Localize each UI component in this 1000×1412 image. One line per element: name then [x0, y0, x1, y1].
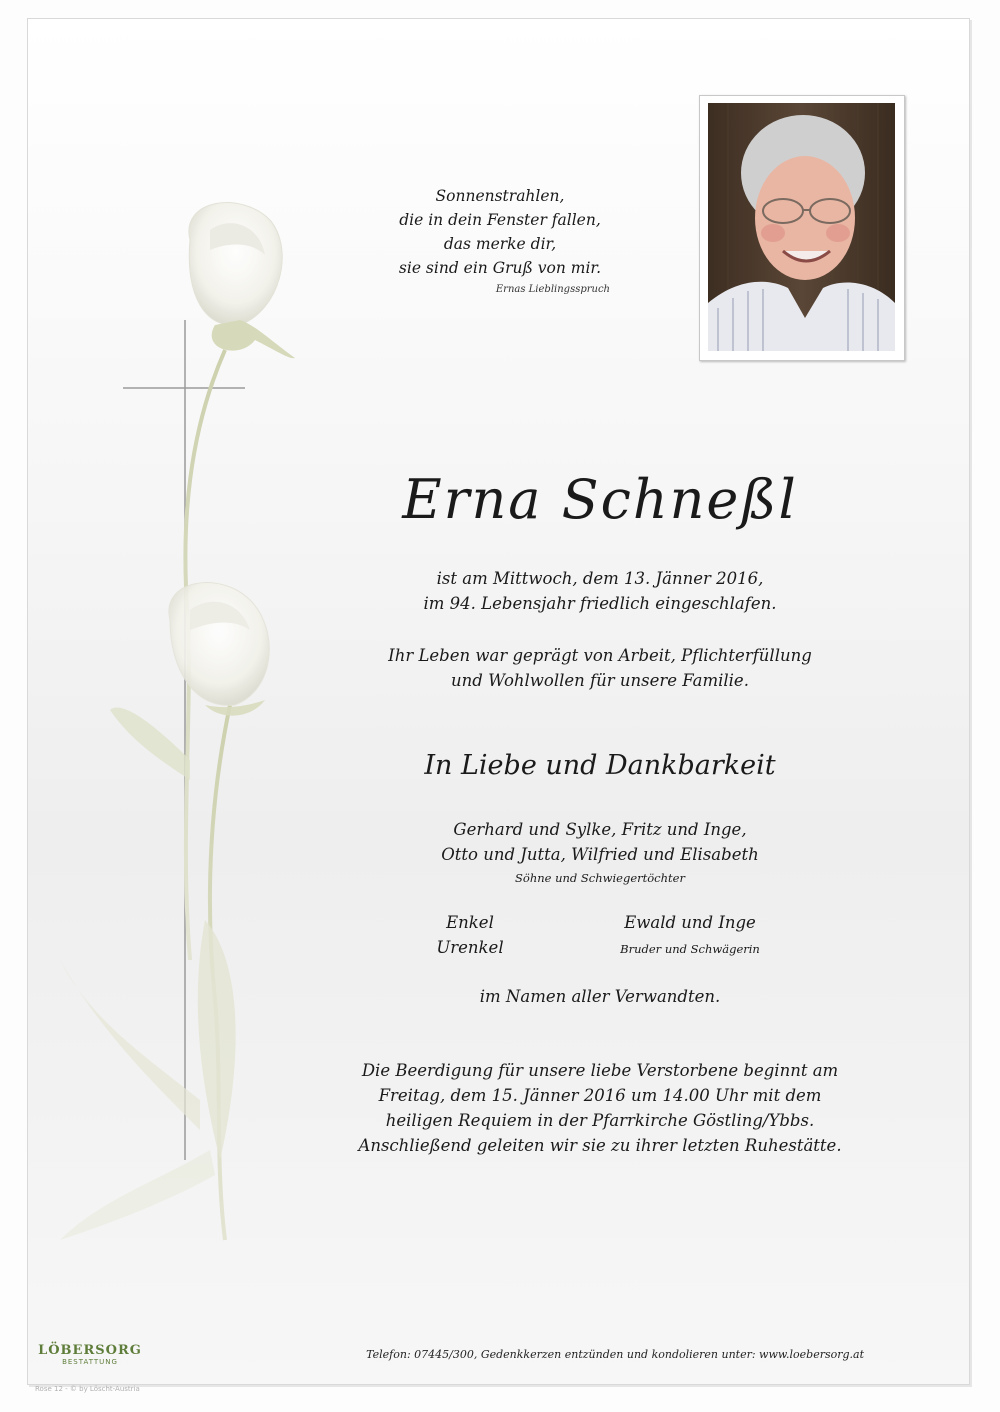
- funeral-line: heiligen Requiem in der Pfarrkirche Göstling/Ybbs.: [385, 1111, 815, 1130]
- poem-line: das merke dir,: [443, 235, 557, 253]
- death-notice: [300, 566, 900, 616]
- siblings: Ewald und Inge: [624, 913, 756, 932]
- sons-role: Söhne und Schwiegertöchter: [515, 871, 685, 885]
- company-logo: [35, 1343, 145, 1366]
- tribute-line: und Wohlwollen für unsere Familie.: [451, 671, 749, 690]
- contact-line: Telefon: 07445/300, Gedenkkerzen entzünden und kondolieren unter: www.loebersorg.at: [366, 1348, 864, 1361]
- image-credit: Rose 12 - © by Löscht-Austria: [35, 1385, 140, 1393]
- poem-line: sie sind ein Gruß von mir.: [398, 259, 602, 277]
- logo-subtitle: BESTATTUNG: [62, 1358, 118, 1366]
- grandchildren-block: [390, 910, 550, 960]
- great-grandchildren: Urenkel: [436, 938, 504, 957]
- funeral-line: Die Beerdigung für unsere liebe Verstorbene beginnt am: [361, 1061, 839, 1080]
- grandchildren: Enkel: [446, 913, 494, 932]
- portrait-photo: [699, 95, 905, 361]
- upper-rose: [189, 203, 295, 359]
- death-date-line: ist am Mittwoch, dem 13. Jänner 2016,: [436, 569, 764, 588]
- poem-line: Sonnenstrahlen,: [435, 187, 565, 205]
- funeral-line: Freitag, dem 15. Jänner 2016 um 14.00 Uhr mit dem: [378, 1086, 822, 1105]
- age-line: im 94. Lebensjahr friedlich eingeschlafen.: [423, 594, 777, 613]
- mourners-heading: In Liebe und Dankbarkeit: [424, 750, 776, 781]
- funeral-line: Anschließend geleiten wir sie zu ihrer letzten Ruhestätte.: [358, 1136, 842, 1155]
- poem: [300, 184, 700, 280]
- sons-list: [300, 817, 900, 867]
- poem-source: Ernas Lieblingsspruch: [495, 284, 610, 295]
- logo-name: LÖBERSORG: [38, 1343, 142, 1358]
- tribute-line: Ihr Leben war geprägt von Arbeit, Pflichterfüllung: [388, 646, 812, 665]
- rose-illustration: [40, 200, 300, 1280]
- poem-line: die in dein Fenster fallen,: [399, 211, 601, 229]
- funeral-details: [300, 1058, 900, 1158]
- tribute: [300, 643, 900, 693]
- deceased-name: Erna Schneßl: [402, 468, 798, 531]
- siblings-role: Bruder und Schwägerin: [620, 942, 760, 956]
- lower-rose: [169, 583, 269, 716]
- sons-line: Otto und Jutta, Wilfried und Elisabeth: [441, 845, 759, 864]
- sons-line: Gerhard und Sylke, Fritz und Inge,: [453, 820, 747, 839]
- relatives-line: im Namen aller Verwandten.: [479, 987, 721, 1006]
- siblings-block: [590, 910, 790, 935]
